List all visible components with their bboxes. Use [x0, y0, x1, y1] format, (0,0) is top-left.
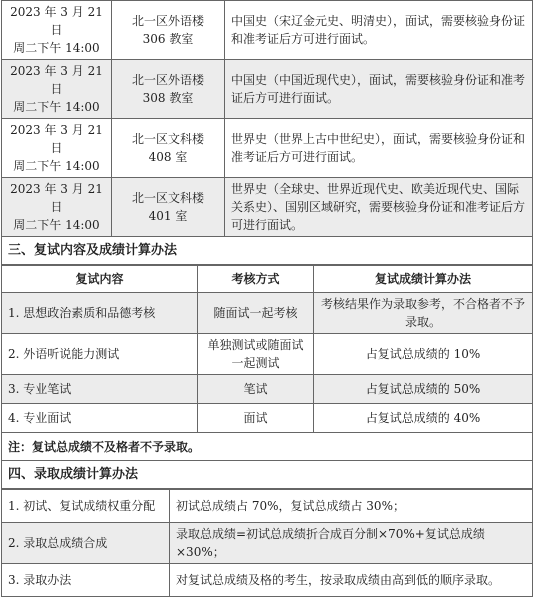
retest-calc: 占复试总成绩的 40%: [314, 404, 533, 433]
table-header-row: [2, 266, 533, 293]
schedule-content: 中国史（宋辽金元史、明清史），面试，需要核验身份证和准考证后方可进行面试。: [225, 1, 533, 60]
retest-score-table: [1, 265, 533, 433]
table-row: [2, 334, 533, 375]
schedule-location: 北一区文科楼 401 室: [112, 178, 225, 237]
retest-method: 随面试一起考核: [198, 293, 314, 334]
interview-schedule-table: [1, 0, 533, 237]
header-assessment-method: 考核方式: [198, 266, 314, 293]
schedule-row: [2, 119, 533, 178]
schedule-row: [2, 60, 533, 119]
header-calculation-method: 复试成绩计算办法: [314, 266, 533, 293]
table-row: [2, 293, 533, 334]
schedule-datetime: 2023 年 3 月 21 日 周二下午 14:00: [2, 1, 112, 60]
section-3-title: 三、复试内容及成绩计算办法: [1, 237, 533, 265]
schedule-content: 中国史（中国近现代史），面试，需要核验身份证和准考证后方可进行面试。: [225, 60, 533, 119]
retest-method: 面试: [198, 404, 314, 433]
retest-item: 2. 外语听说能力测试: [2, 334, 198, 375]
schedule-datetime: 2023 年 3 月 21 日 周二下午 14:00: [2, 60, 112, 119]
schedule-content: 世界史（世界上古中世纪史），面试，需要核验身份证和准考证后方可进行面试。: [225, 119, 533, 178]
retest-method: 单独测试或随面试一起测试: [198, 334, 314, 375]
retest-calc: 占复试总成绩的 50%: [314, 375, 533, 404]
retest-item: 3. 专业笔试: [2, 375, 198, 404]
retest-method: 笔试: [198, 375, 314, 404]
retest-calc: 考核结果作为录取参考，不合格者不予录取。: [314, 293, 533, 334]
header-retest-content: 复试内容: [2, 266, 198, 293]
retest-item: 4. 专业面试: [2, 404, 198, 433]
schedule-datetime: 2023 年 3 月 21 日 周二下午 14:00: [2, 119, 112, 178]
table-row: [2, 523, 533, 564]
admission-desc: 初试总成绩占 70%，复试总成绩占 30%；: [170, 490, 533, 523]
admission-item: 3. 录取办法: [2, 564, 170, 597]
table-row: [2, 490, 533, 523]
schedule-location: 北一区外语楼 308 教室: [112, 60, 225, 119]
section-4-title: 四、录取成绩计算办法: [1, 461, 533, 489]
admission-desc: 录取总成绩=初试总成绩折合成百分制×70%+复试总成绩×30%；: [170, 523, 533, 564]
table-row: [2, 375, 533, 404]
admission-desc: 对复试总成绩及格的考生，按录取成绩由高到低的顺序录取。: [170, 564, 533, 597]
table-row: [2, 404, 533, 433]
retest-item: 1. 思想政治素质和品德考核: [2, 293, 198, 334]
schedule-row: [2, 1, 533, 60]
schedule-location: 北一区文科楼 408 室: [112, 119, 225, 178]
note-text: 注：复试总成绩不及格者不予录取。: [1, 433, 533, 461]
schedule-row: [2, 178, 533, 237]
table-row: [2, 564, 533, 597]
admission-item: 2. 录取总成绩合成: [2, 523, 170, 564]
schedule-content: 世界史（全球史、世界近现代史、欧美近现代史、国际关系史）、国别区域研究，需要核验身份证和准考证后方可进行面试。: [225, 178, 533, 237]
schedule-location: 北一区外语楼 306 教室: [112, 1, 225, 60]
retest-calc: 占复试总成绩的 10%: [314, 334, 533, 375]
admission-item: 1. 初试、复试成绩权重分配: [2, 490, 170, 523]
schedule-datetime: 2023 年 3 月 21 日 周二下午 14:00: [2, 178, 112, 237]
admission-score-table: [1, 489, 533, 597]
